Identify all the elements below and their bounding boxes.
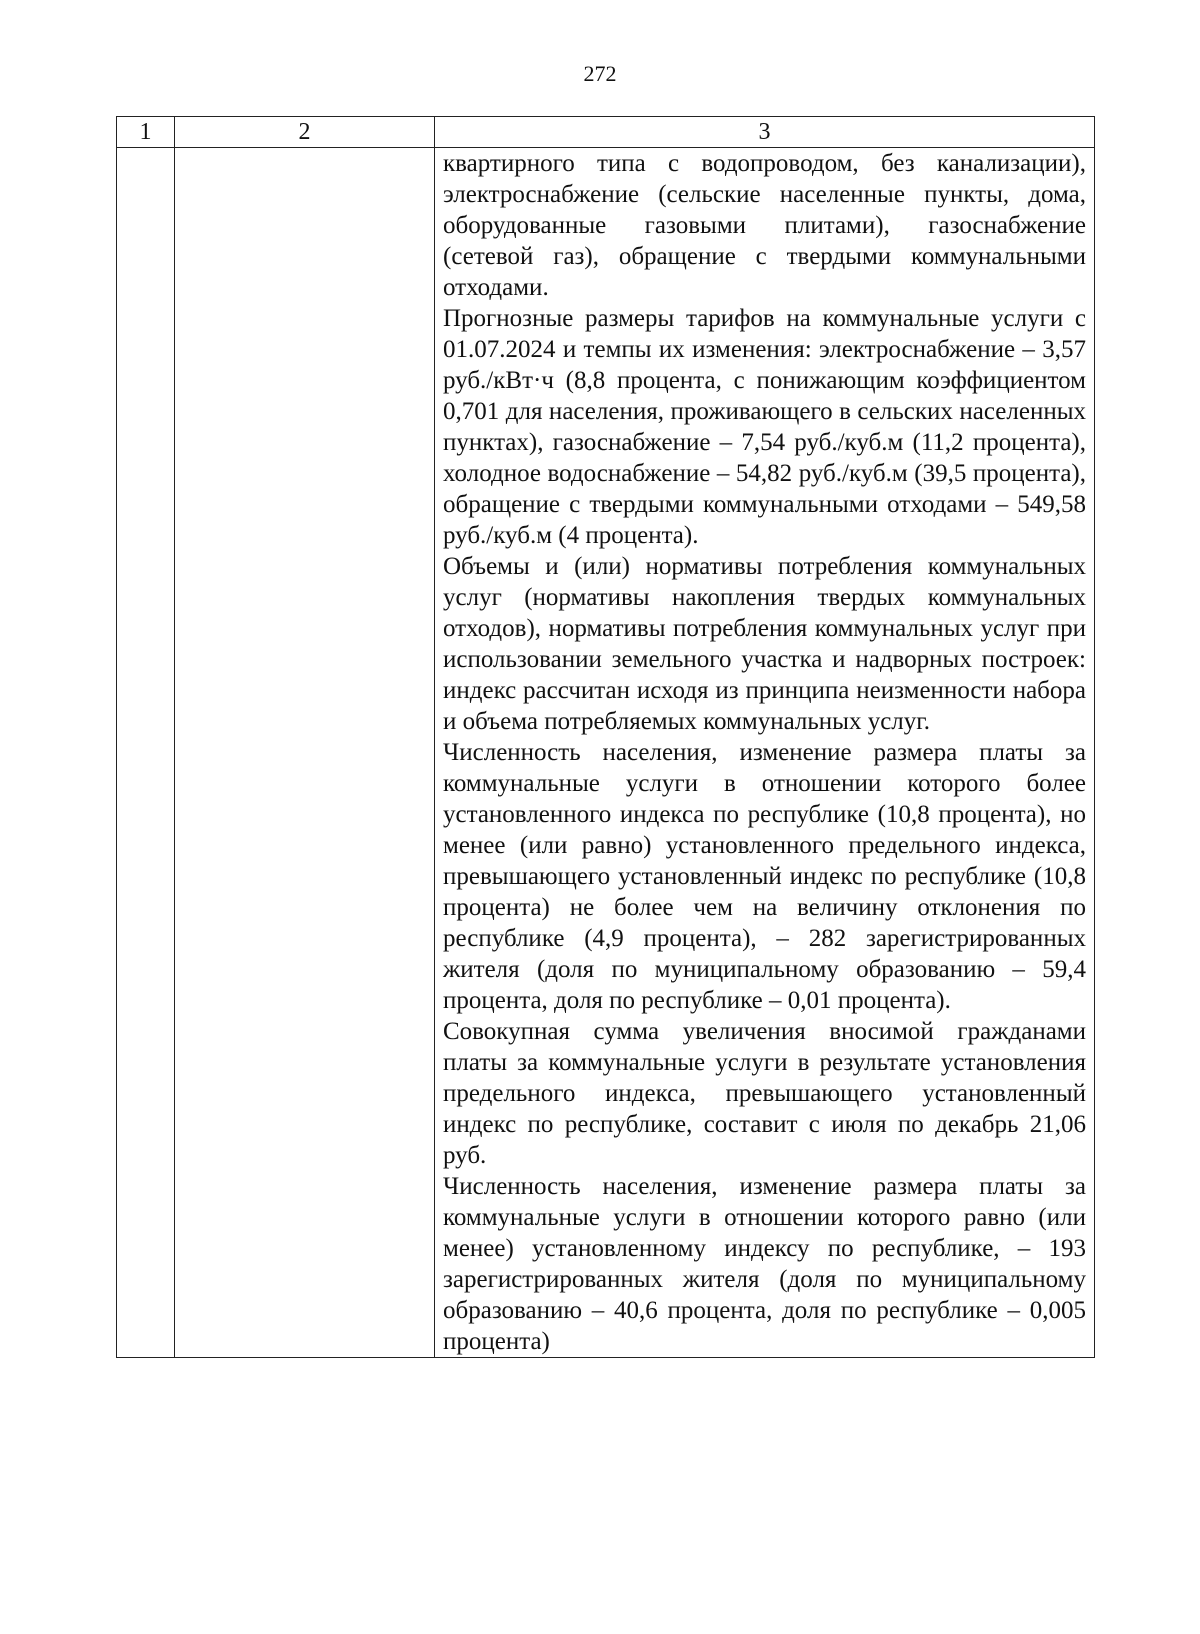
document-table [116,116,1095,1358]
paragraph-consumption-norms: Объемы и (или) нормативы потребления коммунальных услуг (нормативы накопления твердых коммунальных отходов), нормативы потребления коммунальных услуг при использовании земельного участка и надворных построек: индекс рассчитан исходя из принципа неизменности набора и объема потребляемых коммунальных услуг. [443,553,1086,735]
cell-col-3 [435,148,1095,1358]
paragraph-population-above-index: Численность населения, изменение размера платы за коммунальные услуги в отношении которого более установленного индекса по республике (10,8 процента), но менее (или равно) установленного предельного индекса, превышающего установленный индекс по республике (10,8 процента) не более чем на величину отклонения по республике (4,9 процента), – 282 зарегистрированных жителя (доля по муниципальному образованию – 59,4 процента, доля по республике – 0,01 процента). [443,739,1086,1014]
paragraph-tariff-forecast: Прогнозные размеры тарифов на коммунальные услуги с 01.07.2024 и темпы их изменения: электроснабжение – 3,57 руб./кВт·ч (8,8 процента, с понижающим коэффициентом 0,701 для населения, проживающего в сельских населенных пунктах), газоснабжение – 7,54 руб./куб.м (11,2 процента), холодное водоснабжение – 54,82 руб./куб.м (39,5 процента), обращение с твердыми коммунальными отходами – 549,58 руб./куб.м (4 процента). [443,305,1086,549]
paragraph-total-increase: Совокупная сумма увеличения вносимой гражданами платы за коммунальные услуги в результате установления предельного индекса, превышающего установленный индекс по республике, составит с июля по декабрь 21,06 руб. [443,1018,1086,1169]
paragraph-utilities-list: квартирного типа с водопроводом, без канализации), электроснабжение (сельские населенные пункты, дома, оборудованные газовыми плитами), газоснабжение (сетевой газ), обращение с твердыми коммунальными отходами. [443,150,1086,301]
paragraph-population-within-index: Численность населения, изменение размера платы за коммунальные услуги в отношении которого равно (или менее) установленному индексу по республике, – 193 зарегистрированных жителя (доля по муниципальному образованию – 40,6 процента, доля по республике – 0,005 процента) [443,1173,1086,1355]
cell-col-2 [175,148,435,1358]
table-header-row [117,117,1095,148]
page-number: 272 [583,61,617,86]
table-row [117,148,1095,1358]
cell-col-1 [117,148,175,1358]
column-header-1: 1 [117,117,175,148]
column-header-3: 3 [435,117,1095,148]
column-header-2: 2 [175,117,435,148]
cell-col-3-text [435,148,1094,1357]
